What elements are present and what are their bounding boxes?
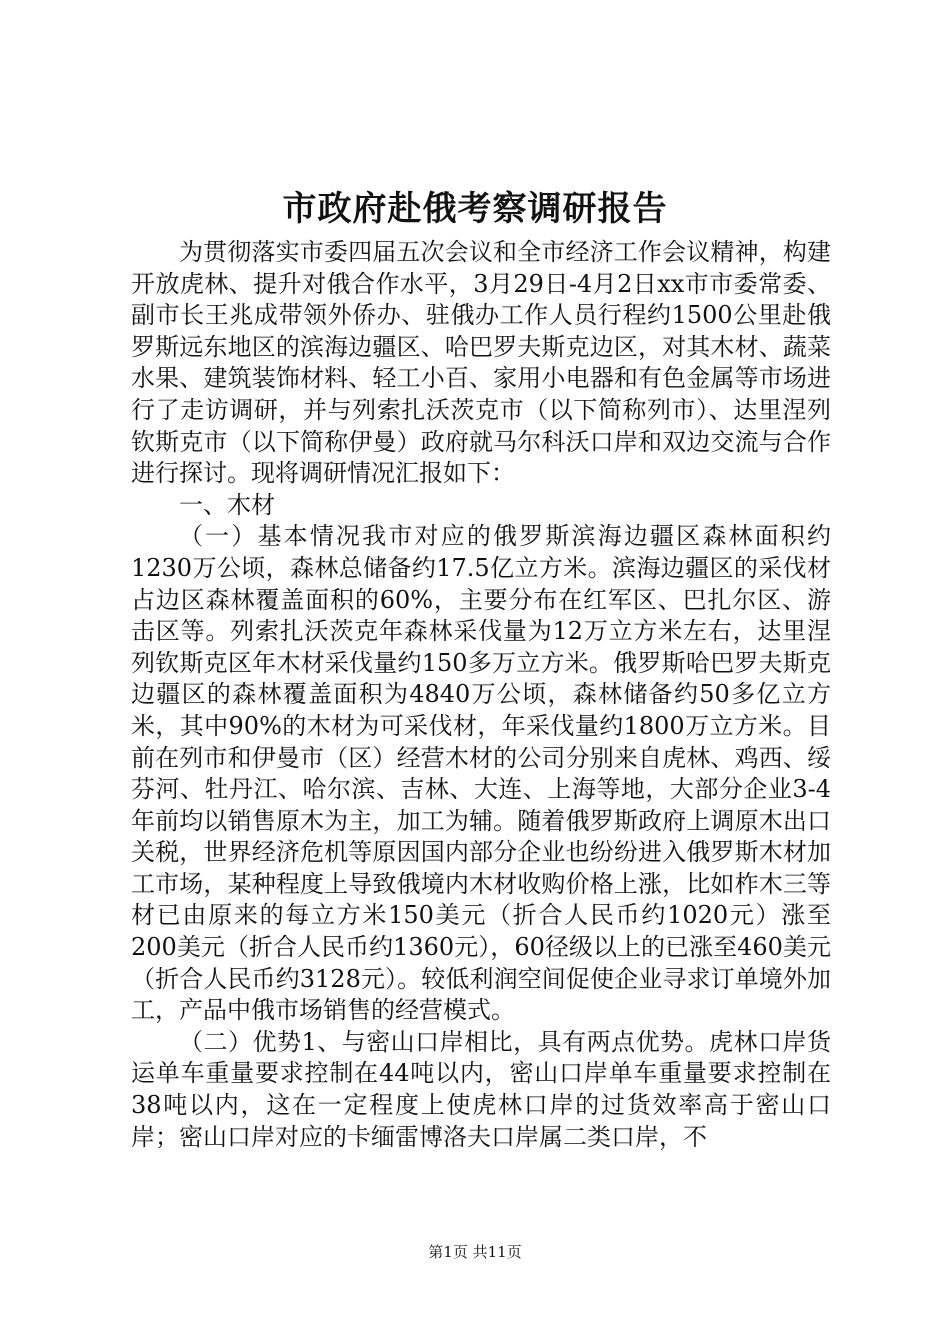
document-body — [131, 237, 831, 1153]
section-heading-timber: 一、木材 — [179, 490, 275, 519]
document-title: 市政府赴俄考察调研报告 — [282, 189, 668, 229]
advantages-paragraph: （二）优势1、与密山口岸相比，具有两点优势。虎林口岸货运单车重量要求控制在44吨以内，密山口岸单车重量要求控制在38吨以内，这在一定程度上使虎林口岸的过货效率高于密山口岸；密山口岸对应的卡缅雷博洛夫口岸属二类口岸，不 — [131, 1027, 831, 1151]
intro-paragraph: 为贯彻落实市委四届五次会议和全市经济工作会议精神，构建开放虎林、提升对俄合作水平，3月29日-4月2日xx市市委常委、副市长王兆成带领外侨办、驻俄办工作人员行程约1500公里赴俄罗斯远东地区的滨海边疆区、哈巴罗夫斯克边区，对其木材、蔬菜水果、建筑装饰材料、轻工小百、家用小电器和有色金属等市场进行了走访调研，并与列索扎沃茨克市（以下简称列市）、达里涅列钦斯克市（以下简称伊曼）政府就马尔科沃口岸和双边交流与合作进行探讨。现将调研情况汇报如下： — [131, 238, 831, 488]
basic-situation-paragraph: （一）基本情况我市对应的俄罗斯滨海边疆区森林面积约1230万公顷，森林总储备约17.5亿立方米。滨海边疆区的采伐材占边区森林覆盖面积的60%，主要分布在红军区、巴扎尔区、游击区等。列索扎沃茨克年森林采伐量为12万立方米左右，达里涅列钦斯克区年木材采伐量约150多万立方米。俄罗斯哈巴罗夫斯克边疆区的森林覆盖面积为4840万公顷，森林储备约50多亿立方米，其中90%的木材为可采伐材，年采伐量约1800万立方米。目前在列市和伊曼市（区）经营木材的公司分别来自虎林、鸡西、绥芬河、牡丹江、哈尔滨、吉林、大连、上海等地，大部分企业3-4年前均以销售原木为主，加工为辅。随着俄罗斯政府上调原木出口关税，世界经济危机等原因国内部分企业也纷纷进入俄罗斯木材加工市场，某种程度上导致俄境内木材收购价格上涨，比如柞木三等材已由原来的每立方米150美元（折合人民币约1020元）涨至200美元（折合人民币约1360元），60径级以上的已涨至460美元（折合人民币约3128元）。较低利润空间促使企业寻求订单境外加工，产品中俄市场销售的经营模式。 — [131, 522, 831, 1025]
page-number-footer: 第1页 共11页 — [428, 1243, 522, 1261]
